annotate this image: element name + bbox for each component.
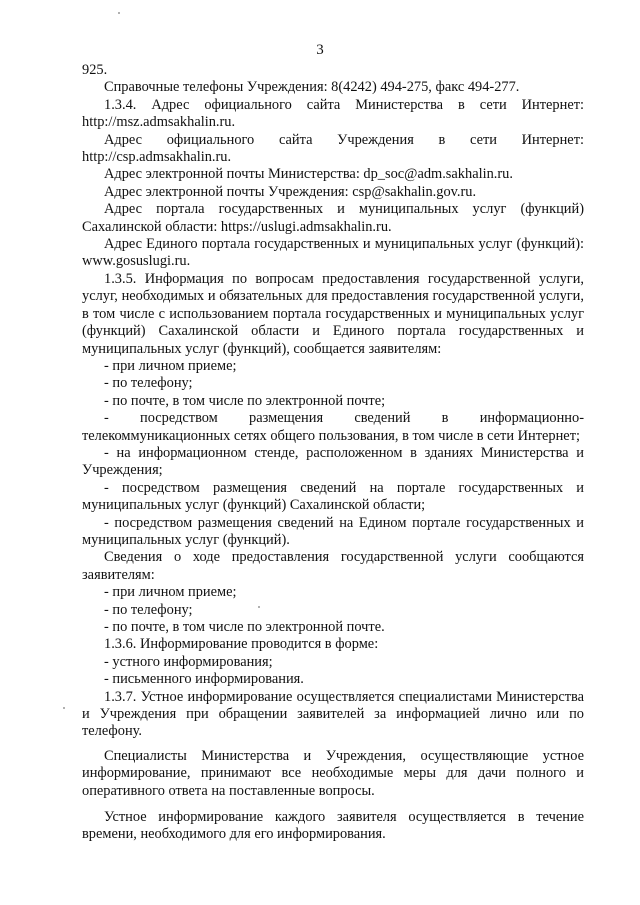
paragraph: Сведения о ходе предоставления государственной услуги сообщаются заявителям: bbox=[82, 549, 584, 583]
list-item: - по почте, в том числе по электронной почте. bbox=[104, 619, 385, 635]
paragraph: 1.3.6. Информирование проводится в форме: bbox=[104, 636, 379, 653]
list-item: - письменного информирования. bbox=[104, 671, 304, 688]
paragraph: Устное информирование каждого заявителя осуществляется в течение времени, необходимого для его информирования. bbox=[82, 809, 584, 843]
scan-speck bbox=[63, 707, 65, 709]
list-item: - по телефону; bbox=[104, 601, 193, 618]
page-number: 3 bbox=[316, 42, 324, 58]
paragraph: 1.3.4. Адрес официального сайта Министерства в сети Интернет: http://msz.admsakhalin.ru. bbox=[82, 96, 584, 131]
paragraph: 1.3.5. Информация по вопросам предоставления государственной услуги, услуг, необходимых и обязательных для предоставления государственной услуги, в том числе с использованием портала государственных и муниципальных услуг (функций) Сахалинской области и Единого портала государственных и муниципальных услуг (функций), сообщается заявителям: bbox=[82, 270, 584, 357]
list-item: - при личном приеме; bbox=[104, 584, 237, 601]
list-item: - по почте, в том числе по электронной почте; bbox=[104, 392, 386, 409]
paragraph: Специалисты Министерства и Учреждения, осуществляющие устное информирование, принимают все необходимые меры для дачи полного и оперативного ответа на поставленные вопросы. bbox=[82, 747, 584, 799]
list-item: - устного информирования; bbox=[104, 653, 273, 670]
list-item: - посредством размещения сведений в информационно-телекоммуникационных сетях общего пользования, в том числе в сети Интернет; bbox=[82, 410, 584, 444]
list-item: - посредством размещения сведений на портале государственных и муниципальных услуг (функций) Сахалинской области; bbox=[82, 479, 584, 514]
paragraph: Адрес портала государственных и муниципальных услуг (функций) Сахалинской области: https://uslugi.admsakhalin.ru. bbox=[82, 201, 584, 235]
list-item: - при личном приеме; bbox=[104, 357, 237, 374]
list-item: - по телефону; bbox=[104, 375, 193, 392]
paragraph: Справочные телефоны Учреждения: 8(4242) 494-275, факс 494-277. bbox=[104, 79, 520, 96]
paragraph: Адрес официального сайта Учреждения в сети Интернет: http://csp.admsakhalin.ru. bbox=[82, 131, 584, 166]
list-item: - на информационном стенде, расположенном в зданиях Министерства и Учреждения; bbox=[82, 444, 584, 479]
paragraph: 925. bbox=[82, 62, 108, 78]
paragraph: Адрес Единого портала государственных и муниципальных услуг (функций): www.gosuslugi.ru. bbox=[82, 236, 584, 270]
scan-speck bbox=[258, 606, 260, 608]
document-body bbox=[82, 62, 584, 844]
paragraph: Адрес электронной почты Министерства: dp_soc@adm.sakhalin.ru. bbox=[104, 166, 513, 183]
scan-speck bbox=[118, 12, 120, 14]
paragraph: Адрес электронной почты Учреждения: csp@sakhalin.gov.ru. bbox=[104, 183, 477, 200]
paragraph: 1.3.7. Устное информирование осуществляется специалистами Министерства и Учреждения при обращении заявителей за информацией лично или по телефону. bbox=[82, 688, 584, 740]
list-item: - посредством размещения сведений на Едином портале государственных и муниципальных услуг (функций). bbox=[82, 514, 584, 548]
